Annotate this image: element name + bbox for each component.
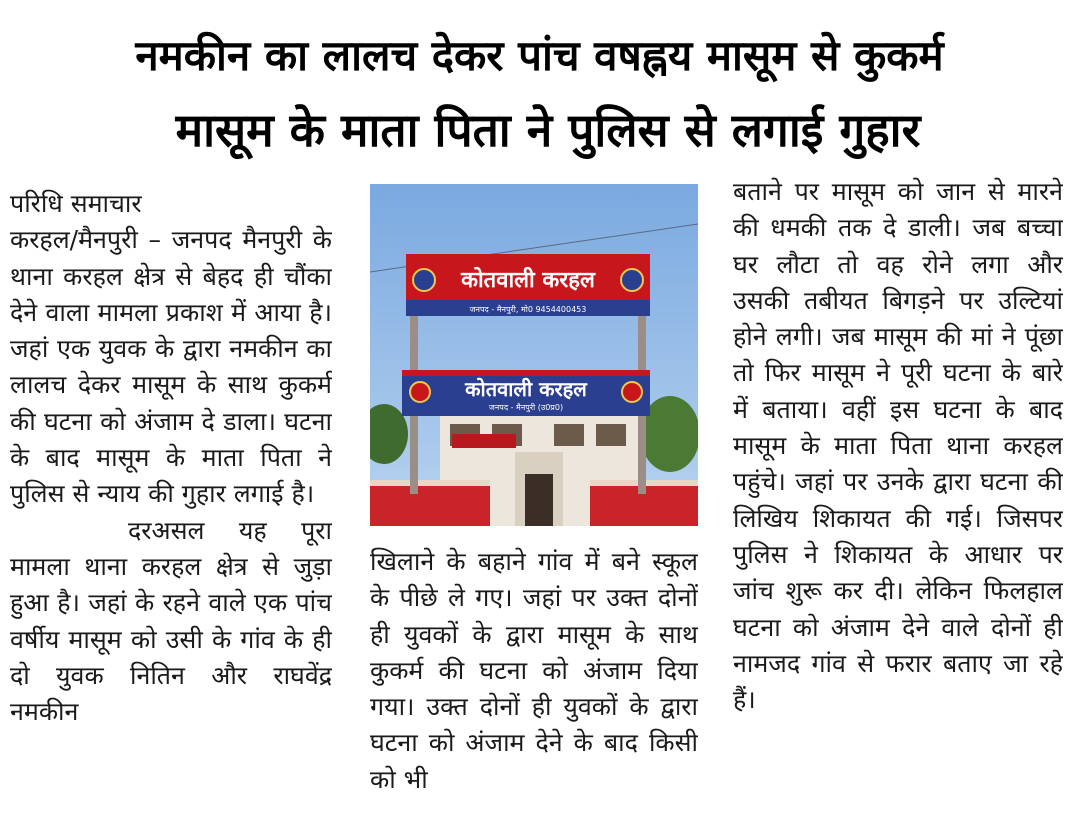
paragraph-2: दरअसल यह पूरा मामला थाना करहल क्षेत्र से जुड़ा हुआ है। जहां के रहने वाले एक पांच वर्षीय मासूम को उसी के गांव के ही दो युवक नितिन और राघवेंद्र नमकीन bbox=[10, 515, 332, 727]
article-column-1 bbox=[10, 186, 332, 816]
police-station-photo bbox=[370, 184, 698, 526]
article-column-3 bbox=[733, 174, 1063, 814]
sign-bottom-subtext: जनपद - मैनपुरी (उ0प्र0) bbox=[488, 403, 564, 412]
column-2-text: खिलाने के बहाने गांव में बने स्कूल के पीछे ले गए। जहां पर उक्त दोनों ही युवकों के द्वारा मासूम के साथ कुकर्म की घटना को अंजाम दिया गया। उक्त दोनों ही युवकों के द्वारा घटना को अंजाम देने के बाद किसी को भी bbox=[370, 547, 698, 794]
paragraph-1: करहल/मैनपुरी – जनपद मैनपुरी के थाना करहल क्षेत्र से बेहद ही चौंका देने वाला मामला प्रकाश में आया है। जहां एक युवक के द्वारा नमकीन का लालच देकर मासूम के साथ कुकर्म की घटना को अंजाम दे डाला। घटना के बाद मासूम के माता पिता ने पुलिस से न्याय की गुहार लगाई है। bbox=[10, 225, 332, 509]
article-column-2 bbox=[370, 544, 698, 814]
sign-top-text: कोतवाली करहल bbox=[461, 268, 595, 293]
column-3-text: बताने पर मासूम को जान से मारने की धमकी तक दे डाली। जब बच्चा घर लौटा तो वह रोने लगा और उसकी तबीयत बिगड़ने पर उल्टियां होने लगी। जब मासूम की मां ने पूंछा तो फिर मासूम ने पूरी घटना के बारे में बताया। वहीं इस घटना के बाद मासूम के माता पिता थाना करहल पहुंचे। जहां पर उनके द्वारा घटना की लिखिय शिकायत की गई। जिसपर पुलिस ने शिकायत के आधार पर जांच शुरू कर दी। लेकिन फिलहाल घटना को अंजाम देने वाले दोनों ही नामजद गांव से फरार बताए जा रहे हैं। bbox=[733, 177, 1063, 715]
headline-line-2: मासूम के माता पिता ने पुलिस से लगाई गुहार bbox=[175, 103, 921, 157]
sign-top-subtext: जनपद - मैनपुरी, मो0 9454400453 bbox=[469, 305, 587, 314]
source-dateline: परिधि समाचार bbox=[10, 189, 142, 218]
sign-bottom-text: कोतवाली करहल bbox=[465, 377, 587, 401]
headline-line-1: नमकीन का लालच देकर पांच वषह्नय मासूम से कुकर्म bbox=[135, 31, 944, 80]
